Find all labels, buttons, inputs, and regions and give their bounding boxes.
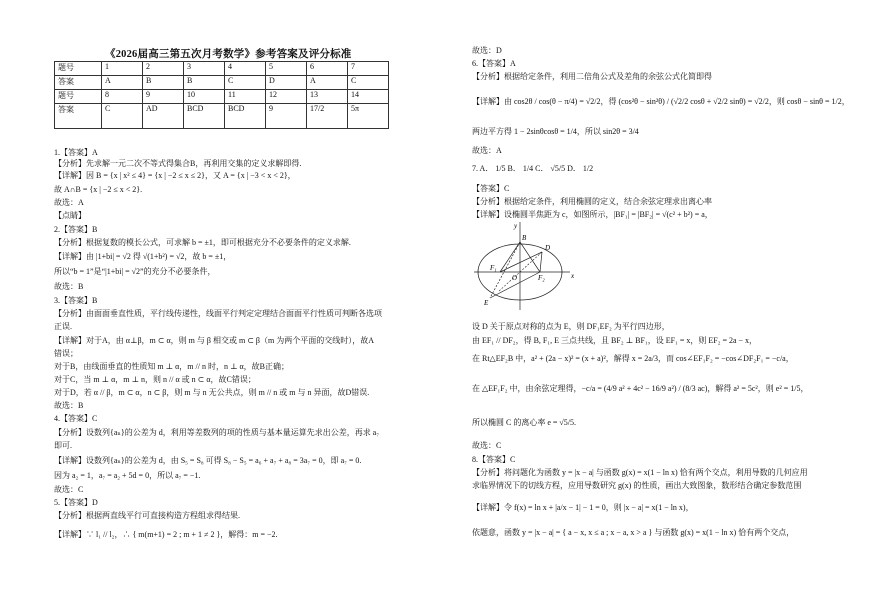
text-line: 依题意，函数 y = |x − a| = { a − x, x ≤ a ; x − a, x > a } 与函数 g(x) = x(1 − ln x) 恰有两个交点， xyxy=(472,528,795,537)
text-line: 【详解】令 f(x) = ln x + |a/x − 1| − 1 = 0，则 |x − a| = x(1 − ln x)， xyxy=(472,503,694,512)
text-line: 故选：C xyxy=(54,485,84,494)
text-line: 故选：D xyxy=(472,46,502,55)
table-cell: 9 xyxy=(143,90,184,104)
table-cell: 9 xyxy=(266,104,307,129)
text-line: 【详解】由 |1+bi| = √2 得 √(1+b²) = √2，故 b = ±1， xyxy=(54,252,232,261)
text-line: 【详解】由 cos2θ / cos(θ − π/4) = √2/2，得 (cos²θ − sin²θ) / (√2/2 cosθ + √2/2 sinθ) = √2/2，则 cosθ − sinθ = 1/2， xyxy=(472,97,850,106)
table-cell: AD xyxy=(143,104,184,129)
text-line: 由 EF₁ // DF₂，得 B, F₁, E 三点共线，且 BF₂ ⊥ BF₁，设 EF₁ = x，则 EF₂ = 2a − x， xyxy=(472,336,758,345)
text-line: 【详解】对于A，由 α⊥β，m ⊂ α，则 m 与 β 相交或 m ⊂ β（m 为两个平面的交线时），故A xyxy=(54,336,374,345)
table-cell: 13 xyxy=(307,90,348,104)
text-line: 对于B，由线面垂直的性质知 m ⊥ α，m // n 时，n ⊥ α，故B正确； xyxy=(54,362,289,371)
text-line: 故 A∩B = {x | −2 ≤ x < 2}. xyxy=(54,185,143,194)
text-line: 所以“b = 1”是“|1+bi| = √2”的充分不必要条件， xyxy=(54,267,216,276)
text-line: 因为 a₂ = 1，a₇ = a₂ + 5d = 0，所以 a₇ = −1. xyxy=(54,471,201,480)
table-row xyxy=(55,104,389,129)
figure-label: O xyxy=(512,274,518,282)
table-cell: 10 xyxy=(184,90,225,104)
text-line: 错误； xyxy=(54,349,78,358)
table-row xyxy=(55,62,389,76)
table-cell: 4 xyxy=(225,62,266,76)
table-cell: BCD xyxy=(225,104,266,129)
text-line: 4.【答案】C xyxy=(54,414,98,423)
table-cell: D xyxy=(266,76,307,90)
figure-label: F₁ xyxy=(490,264,497,272)
figure-label: F₂ xyxy=(538,274,545,282)
text-line: 【分析】先求解一元二次不等式得集合B，再利用交集的定义求解即得. xyxy=(54,159,302,168)
text-line: 即可. xyxy=(54,441,72,450)
table-cell: C xyxy=(348,76,389,90)
table-cell: 14 xyxy=(348,90,389,104)
text-line: 【详解】因 B = {x | x² ≤ 4} = {x | −2 ≤ x ≤ 2}，又 A = {x | −3 < x < 2}， xyxy=(54,171,296,180)
text-line: 两边平方得 1 − 2sinθcosθ = 1/4，所以 sin2θ = 3/4 xyxy=(472,127,639,136)
figure-label: B xyxy=(522,234,527,242)
text-line: 2.【答案】B xyxy=(54,225,98,234)
text-line: 在 Rt△EF₂B 中，a² + (2a − x)² = (x + a)²，解得 x = 2a/3，而 cos∠EF₁F₂ = −cos∠DF₂F₁ = −c/a， xyxy=(472,354,794,363)
text-line: 正误. xyxy=(54,322,72,331)
table-cell: C xyxy=(102,104,143,129)
table-cell: 答案 xyxy=(55,76,102,90)
table-cell: B xyxy=(143,76,184,90)
table-cell: 2 xyxy=(143,62,184,76)
table-cell: 1 xyxy=(102,62,143,76)
figure-label: D xyxy=(545,244,551,252)
figure-label: E xyxy=(484,299,489,307)
text-line: 【详解】设椭圆半焦距为 c，如图所示，|BF₁| = |BF₂| = √(c² + b²) = a， xyxy=(472,210,713,219)
text-line: 3.【答案】B xyxy=(54,296,98,305)
table-cell: 答案 xyxy=(55,104,102,129)
table-cell: A xyxy=(307,76,348,90)
table-cell: 17/2 xyxy=(307,104,348,129)
text-line: 【分析】由面面垂直性质，平行线传递性，线面平行判定定理结合面面平行性质可判断各选项 xyxy=(54,309,382,318)
answer-table xyxy=(54,61,389,129)
text-line: 【详解】∵ l₁ // l₂，∴ { m(m+1) = 2 ; m + 1 ≠ 2 }，解得：m = −2. xyxy=(54,530,278,539)
table-cell: 6 xyxy=(307,62,348,76)
text-line: 故选：C xyxy=(472,441,502,450)
text-line: 【答案】C xyxy=(472,184,510,193)
text-line: 【分析】根据两直线平行可直接构造方程组求得结果. xyxy=(54,511,240,520)
text-line: 【分析】根据给定条件，利用二倍角公式及差角的余弦公式化简即得 xyxy=(472,72,712,81)
text-line: 所以椭圆 C 的离心率 e = √5/5. xyxy=(472,418,577,427)
text-line: 故选：A xyxy=(472,146,502,155)
text-line: 在 △EF₁F₂ 中，由余弦定理得，−c/a = (4/9 a² + 4c² − 16/9 a²) / (8/3 ac)，解得 a² = 5c²，则 e² = 1/5， xyxy=(472,384,809,393)
table-cell: B xyxy=(184,76,225,90)
table-cell: A xyxy=(102,76,143,90)
text-line: 故选：A xyxy=(54,198,84,207)
table-cell: C xyxy=(225,76,266,90)
figure-label: y xyxy=(514,222,518,230)
text-line: 【分析】设数列{aₙ}的公差为 d，利用等差数列的项的性质与基本量运算先求出公差，再求 a₇ xyxy=(54,428,380,437)
ellipse-figure xyxy=(470,220,580,315)
table-cell: 5 xyxy=(266,62,307,76)
text-line: 6.【答案】A xyxy=(472,59,516,68)
text-line: 【分析】将问题化为函数 y = |x − a| 与函数 g(x) = x(1 − ln x) 恰有两个交点，利用导数的几何应用 xyxy=(472,468,808,477)
text-line: 【分析】根据复数的模长公式，可求解 b = ±1，即可根据充分不必要条件的定义求解. xyxy=(54,238,351,247)
table-cell: 题号 xyxy=(55,62,102,76)
text-line: 5.【答案】D xyxy=(54,498,98,507)
table-cell: 11 xyxy=(225,90,266,104)
table-row xyxy=(55,76,389,90)
text-line: 故选：B xyxy=(54,282,84,291)
text-line: 故选：B xyxy=(54,401,84,410)
text-line: 7. A． 1/5 B． 1/4 C． √5/5 D． 1/2 xyxy=(472,164,594,173)
table-cell: 3 xyxy=(184,62,225,76)
text-line: 1.【答案】A xyxy=(54,148,98,157)
text-line: 对于D，若 α // β，m ⊂ α，n ⊂ β，则 m 与 n 无公共点，则 m // n 或 m 与 n 异面，故D错误. xyxy=(54,388,370,397)
table-cell: 题号 xyxy=(55,90,102,104)
table-cell: 12 xyxy=(266,90,307,104)
text-line: 【分析】根据给定条件，利用椭圆的定义，结合余弦定理求出离心率 xyxy=(472,197,712,206)
text-line: 设 D 关于原点对称的点为 E，则 DF₁EF₂ 为平行四边形， xyxy=(472,322,670,331)
text-line: 【详解】设数列{aₙ}的公差为 d，由 S₅ = S₈ 可得 S₈ − S₅ = a₆ + a₇ + a₈ = 3a₇ = 0，即 a₇ = 0. xyxy=(54,456,362,465)
table-row xyxy=(55,90,389,104)
table-cell: 5π xyxy=(348,104,389,129)
page-title: 《2026届高三第五次月考数学》参考答案及评分标准 xyxy=(105,49,352,60)
text-line: 对于C，当 m ⊥ α，m ⊥ n，则 n // α 或 n ⊂ α，故C错误； xyxy=(54,375,256,384)
table-cell: 8 xyxy=(102,90,143,104)
text-line: 8.【答案】C xyxy=(472,455,516,464)
text-line: 【点睛】 xyxy=(54,211,86,220)
table-cell: 7 xyxy=(348,62,389,76)
figure-label: x xyxy=(571,272,575,280)
text-line: 求临界情况下的切线方程，应用导数研究 g(x) 的性质，画出大致图象，数形结合确定参数范围 xyxy=(472,481,802,490)
table-cell: BCD xyxy=(184,104,225,129)
